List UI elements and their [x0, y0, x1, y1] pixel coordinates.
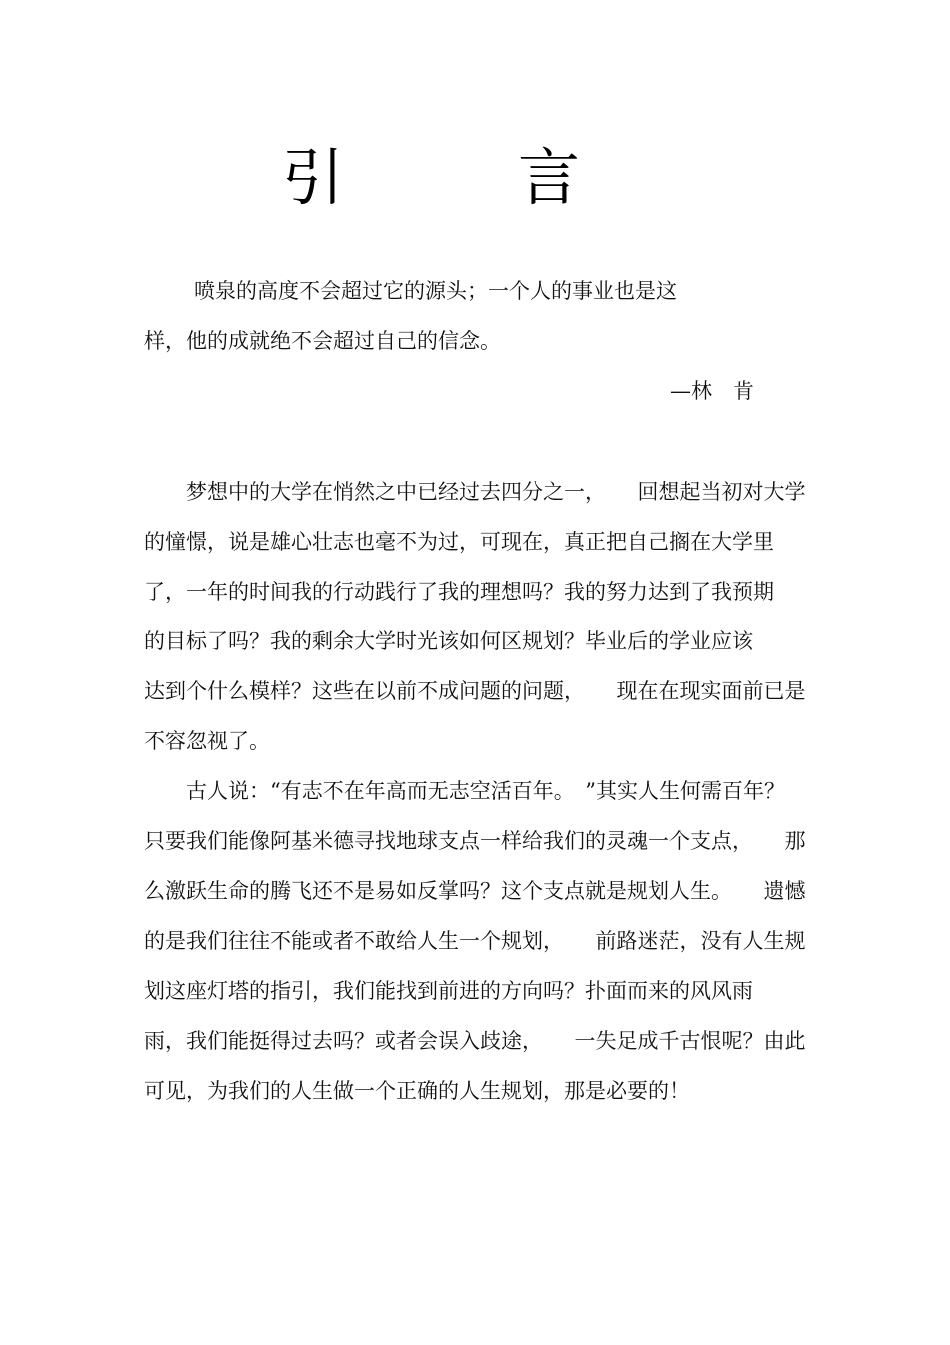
paragraph-line: 的是我们往往不能或者不敢给人生一个规划， 前路迷茫，没有人生规: [144, 929, 806, 953]
paragraph-line: 可见，为我们的人生做一个正确的人生规划，那是必要的！: [144, 1079, 690, 1103]
paragraph-line: 古人说：“有志不在年高而无志空活百年。 ”其实人生何需百年？: [186, 779, 785, 803]
page-title: [0, 138, 950, 218]
epigraph-line: 喷泉的高度不会超过它的源头；一个人的事业也是这: [194, 279, 677, 303]
page-title-char-2: 言: [518, 141, 581, 214]
paragraph-line: 达到个什么模样？这些在以前不成问题的问题， 现在在现实面前已是: [144, 679, 806, 703]
paragraph-line: 不容忽视了。: [144, 729, 270, 753]
paragraph-line: 么激跃生命的腾飞还不是易如反掌吗？这个支点就是规划人生。 遗憾: [144, 879, 806, 903]
epigraph-line: 样，他的成就绝不会超过自己的信念。: [144, 329, 501, 353]
paragraph-line: 了，一年的时间我的行动践行了我的理想吗？我的努力达到了我预期: [144, 580, 774, 604]
paragraph-line: 划这座灯塔的指引，我们能找到前进的方向吗？扑面而来的风风雨: [144, 979, 753, 1003]
paragraph-line: 的憧憬，说是雄心壮志也毫不为过，可现在，真正把自己搁在大学里: [144, 530, 774, 554]
page-title-char-1: 引: [282, 141, 345, 214]
paragraph-line: 梦想中的大学在悄然之中已经过去四分之一， 回想起当初对大学: [186, 480, 806, 504]
paragraph-line: 只要我们能像阿基米德寻找地球支点一样给我们的灵魂一个支点， 那: [144, 829, 806, 853]
paragraph-line: 的目标了吗？我的剩余大学时光该如何区规划？毕业后的学业应该: [144, 629, 753, 653]
paragraph-line: 雨，我们能挺得过去吗？或者会误入歧途， 一失足成千古恨呢？由此: [144, 1029, 806, 1053]
epigraph-author: —林 肯: [670, 379, 754, 403]
